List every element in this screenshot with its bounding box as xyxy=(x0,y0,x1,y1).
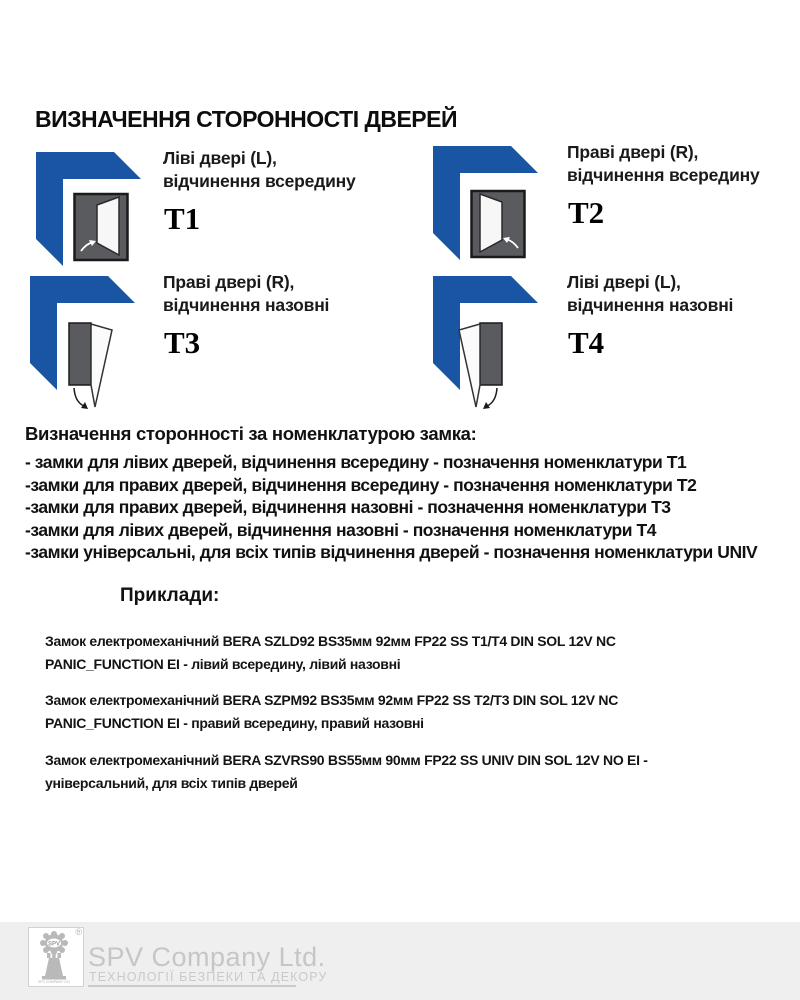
door-type-label-t1: Т1 xyxy=(164,201,201,236)
door-type-label-t3: Т3 xyxy=(164,325,201,360)
example-item xyxy=(45,689,618,735)
door-desc xyxy=(567,141,760,187)
company-logo xyxy=(28,927,84,987)
nomenclature-item: -замки універсальні, для всіх типів відчинення дверей - позначення номенклатури UNIV xyxy=(25,542,758,562)
example-line2: універсальний, для всіх типів дверей xyxy=(45,775,298,791)
nomenclature-item: -замки для правих дверей, відчинення назовні - позначення номенклатури Т3 xyxy=(25,497,671,517)
example-line1: Замок електромеханічний BERA SZVRS90 BS55мм 90мм FP22 SS UNIV DIN SOL 12V NO EI - xyxy=(45,752,648,768)
door-type-label-t4: Т4 xyxy=(568,325,605,360)
nomenclature-item: - замки для лівих дверей, відчинення всередину - позначення номенклатури Т1 xyxy=(25,452,687,472)
door-open-inward-right-icon xyxy=(470,189,526,259)
example-item xyxy=(45,749,648,795)
example-line2: PANIC_FUNCTION EI - лівий всередину, лівий назовні xyxy=(45,656,401,672)
company-name: SPV Company Ltd. xyxy=(88,942,326,972)
example-line2: PANIC_FUNCTION EI - правий всередину, правий назовні xyxy=(45,715,424,731)
door-desc-line2: відчинення всередину xyxy=(163,171,356,191)
door-type-label-t2: Т2 xyxy=(568,195,605,230)
door-desc xyxy=(163,147,356,193)
nomenclature-item: -замки для правих дверей, відчинення всередину - позначення номенклатури Т2 xyxy=(25,474,697,495)
door-desc-line1: Ліві двері (L), xyxy=(163,148,277,168)
nomenclature-heading: Визначення сторонності за номенклатурою замка: xyxy=(25,423,477,444)
spv-emblem-icon xyxy=(29,928,81,984)
tagline-underline xyxy=(88,985,296,987)
nomenclature-item: -замки для лівих дверей, відчинення назовні - позначення номенклатури Т4 xyxy=(25,519,657,540)
example-item xyxy=(45,630,616,676)
door-open-inward-left-icon xyxy=(73,192,129,262)
registered-trademark-icon: ® xyxy=(75,927,82,937)
door-desc-line2: відчинення назовні xyxy=(567,295,734,315)
svg-text:SPV: SPV xyxy=(47,941,61,948)
door-open-outward-right-icon xyxy=(68,318,114,410)
page-title: ВИЗНАЧЕННЯ СТОРОННОСТІ ДВЕРЕЙ xyxy=(35,106,458,132)
door-open-outward-left-icon xyxy=(457,318,503,410)
door-desc-line1: Ліві двері (L), xyxy=(567,272,681,292)
door-desc-line1: Праві двері (R), xyxy=(163,272,295,292)
svg-text:SPV COMPANY LTD: SPV COMPANY LTD xyxy=(38,980,70,984)
door-desc xyxy=(567,271,733,317)
nomenclature-section xyxy=(25,423,795,564)
door-desc xyxy=(163,271,329,317)
door-desc-line1: Праві двері (R), xyxy=(567,142,699,162)
company-tagline: ТЕХНОЛОГІЇ БЕЗПЕКИ ТА ДЕКОРУ xyxy=(89,970,328,984)
door-desc-line2: відчинення назовні xyxy=(163,295,330,315)
door-desc-line2: відчинення всередину xyxy=(567,165,760,185)
footer xyxy=(0,922,800,1000)
example-line1: Замок електромеханічний BERA SZPM92 BS35мм 92мм FP22 SS T2/T3 DIN SOL 12V NC xyxy=(45,692,619,708)
examples-heading: Приклади: xyxy=(120,585,220,606)
example-line1: Замок електромеханічний BERA SZLD92 BS35мм 92мм FP22 SS T1/T4 DIN SOL 12V NC xyxy=(45,633,616,649)
